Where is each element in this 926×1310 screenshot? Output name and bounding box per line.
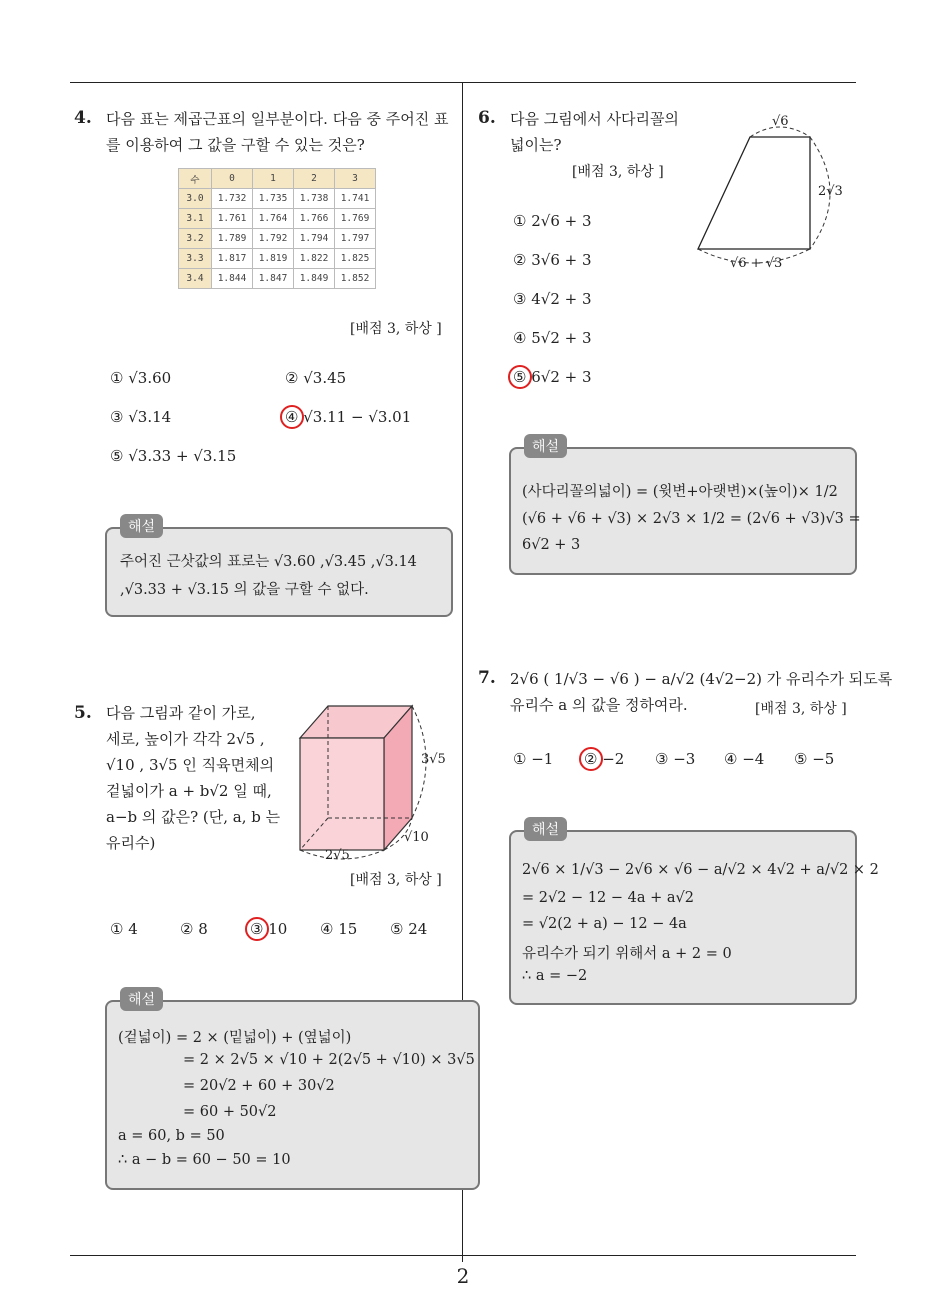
q6-points: [배점 3, 하상 ] bbox=[572, 164, 664, 180]
table-header-cell: 수 bbox=[179, 169, 212, 189]
table-cell: 1.847 bbox=[253, 269, 294, 289]
table-cell: 1.789 bbox=[212, 229, 253, 249]
table-row bbox=[179, 269, 376, 289]
q7-solution-line: ∴ a = −2 bbox=[522, 968, 588, 984]
q5-text-line: √10 , 3√5 인 직육면체의 bbox=[106, 756, 275, 774]
q4-choice-5[interactable]: ⑤ √3.33 + √3.15 bbox=[110, 447, 237, 465]
q4-solution-label: 해설 bbox=[120, 514, 163, 538]
q7-points: [배점 3, 하상 ] bbox=[755, 701, 847, 717]
q4-points: [배점 3, 하상 ] bbox=[350, 321, 442, 337]
q5-solution-line: = 60 + 50√2 bbox=[183, 1104, 277, 1120]
table-cell: 1.825 bbox=[335, 249, 376, 269]
q6-number: 6. bbox=[478, 108, 496, 128]
table-cell: 3.2 bbox=[179, 229, 212, 249]
table-cell: 1.732 bbox=[212, 189, 253, 209]
q6-answer-mark bbox=[508, 365, 532, 389]
trapezoid-height-label: 2√3 bbox=[818, 184, 843, 199]
q4-solution-line2: ,√3.33 + √3.15 의 값을 구할 수 없다. bbox=[120, 582, 369, 598]
cuboid-depth-label: √10 bbox=[404, 830, 429, 845]
table-cell: 3.1 bbox=[179, 209, 212, 229]
table-header-cell: 1 bbox=[253, 169, 294, 189]
trapezoid-top-label: √6 bbox=[772, 114, 789, 129]
table-cell: 1.792 bbox=[253, 229, 294, 249]
table-cell: 1.761 bbox=[212, 209, 253, 229]
q4-solution-line1: 주어진 근삿값의 표로는 √3.60 ,√3.45 ,√3.14 bbox=[120, 554, 417, 570]
q6-text-line2: 넓이는? bbox=[510, 136, 562, 154]
q6-solution-label: 해설 bbox=[524, 434, 567, 458]
q4-choice-4[interactable]: ④ √3.11 − √3.01 bbox=[285, 408, 412, 426]
q4-number: 4. bbox=[74, 108, 92, 128]
q7-choice-4[interactable]: ④ −4 bbox=[724, 750, 765, 768]
table-row bbox=[179, 249, 376, 269]
table-cell: 1.769 bbox=[335, 209, 376, 229]
q4-choice-2[interactable]: ② √3.45 bbox=[285, 369, 347, 387]
q5-choice-3[interactable]: ③ 10 bbox=[250, 920, 288, 938]
q5-number: 5. bbox=[74, 703, 92, 723]
table-cell: 1.764 bbox=[253, 209, 294, 229]
q6-choice-1[interactable]: ① 2√6 + 3 bbox=[513, 212, 592, 230]
q5-text-line: 다음 그림과 같이 가로, bbox=[106, 704, 256, 722]
table-cell: 1.822 bbox=[294, 249, 335, 269]
q5-solution-line: = 20√2 + 60 + 30√2 bbox=[183, 1078, 335, 1094]
table-cell: 1.849 bbox=[294, 269, 335, 289]
q7-solution-label: 해설 bbox=[524, 817, 567, 841]
table-cell: 3.0 bbox=[179, 189, 212, 209]
q6-choice-4[interactable]: ④ 5√2 + 3 bbox=[513, 329, 592, 347]
q7-number: 7. bbox=[478, 668, 496, 688]
table-cell: 1.794 bbox=[294, 229, 335, 249]
q5-answer-mark bbox=[245, 917, 269, 941]
bottom-rule bbox=[70, 1255, 856, 1256]
q5-solution-line: ∴ a − b = 60 − 50 = 10 bbox=[118, 1152, 291, 1168]
q7-text-line1: 2√6 ( 1/√3 − √6 ) − a/√2 (4√2−2) 가 유리수가 되도록 bbox=[510, 670, 893, 688]
q4-text-line1: 다음 표는 제곱근표의 일부분이다. 다음 중 주어진 표 bbox=[106, 110, 449, 128]
table-cell: 1.741 bbox=[335, 189, 376, 209]
q4-choice-1[interactable]: ① √3.60 bbox=[110, 369, 172, 387]
table-cell: 1.797 bbox=[335, 229, 376, 249]
q6-choice-2[interactable]: ② 3√6 + 3 bbox=[513, 251, 592, 269]
table-header-cell: 0 bbox=[212, 169, 253, 189]
q4-solution-box bbox=[105, 527, 453, 617]
square-root-table bbox=[178, 168, 376, 289]
q5-text bbox=[106, 700, 281, 856]
q5-solution-line: a = 60, b = 50 bbox=[118, 1128, 225, 1144]
q4-text bbox=[106, 106, 456, 158]
table-row bbox=[179, 229, 376, 249]
table-cell: 3.4 bbox=[179, 269, 212, 289]
q6-text bbox=[510, 106, 679, 158]
cuboid-figure bbox=[290, 700, 465, 868]
q5-choice-5[interactable]: ⑤ 24 bbox=[390, 920, 428, 938]
q5-text-line: 유리수) bbox=[106, 834, 156, 852]
cuboid-height-label: 3√5 bbox=[421, 752, 446, 767]
table-cell: 1.766 bbox=[294, 209, 335, 229]
q6-solution-line: (사다리꼴의넓이) = (윗변+아랫변)×(높이)× 1/2 bbox=[522, 484, 838, 500]
top-rule bbox=[70, 82, 856, 83]
q6-choice-3[interactable]: ③ 4√2 + 3 bbox=[513, 290, 592, 308]
table-cell: 3.3 bbox=[179, 249, 212, 269]
table-cell: 1.735 bbox=[253, 189, 294, 209]
q4-text-line2: 를 이용하여 그 값을 구할 수 있는 것은? bbox=[106, 136, 365, 154]
table-cell: 1.738 bbox=[294, 189, 335, 209]
q5-text-line: 세로, 높이가 각각 2√5 , bbox=[106, 730, 265, 748]
q7-choice-3[interactable]: ③ −3 bbox=[655, 750, 696, 768]
q7-choice-2[interactable]: ② −2 bbox=[584, 750, 625, 768]
q6-solution-line: (√6 + √6 + √3) × 2√3 × 1/2 = (2√6 + √3)√3 = bbox=[522, 511, 861, 527]
table-cell: 1.817 bbox=[212, 249, 253, 269]
q5-text-line: 겉넓이가 a + b√2 일 때, bbox=[106, 782, 272, 800]
table-header-cell: 2 bbox=[294, 169, 335, 189]
q4-choice-3[interactable]: ③ √3.14 bbox=[110, 408, 172, 426]
page-number: 2 bbox=[456, 1264, 470, 1288]
table-cell: 1.819 bbox=[253, 249, 294, 269]
q7-solution-line: 2√6 × 1/√3 − 2√6 × √6 − a/√2 × 4√2 + a/√2 × 2 bbox=[522, 862, 879, 878]
q7-solution-line: = 2√2 − 12 − 4a + a√2 bbox=[522, 890, 694, 906]
cuboid-width-label: 2√5 bbox=[325, 848, 350, 863]
table-header-cell: 3 bbox=[335, 169, 376, 189]
trapezoid-bottom-label: √6 + √3 bbox=[730, 256, 783, 271]
q6-solution-line: 6√2 + 3 bbox=[522, 537, 581, 553]
q7-choice-1[interactable]: ① −1 bbox=[513, 750, 554, 768]
table-row bbox=[179, 209, 376, 229]
q5-choice-1[interactable]: ① 4 bbox=[110, 920, 138, 938]
table-cell: 1.844 bbox=[212, 269, 253, 289]
q7-solution-line: 유리수가 되기 위해서 a + 2 = 0 bbox=[522, 946, 732, 962]
q5-choice-4[interactable]: ④ 15 bbox=[320, 920, 358, 938]
table-cell: 1.852 bbox=[335, 269, 376, 289]
q6-choice-5[interactable]: ⑤ 6√2 + 3 bbox=[513, 368, 592, 386]
q5-solution-label: 해설 bbox=[120, 987, 163, 1011]
q5-solution-line: (겉넓이) = 2 × (밑넓이) + (옆넓이) bbox=[118, 1030, 352, 1046]
q7-solution-line: = √2(2 + a) − 12 − 4a bbox=[522, 916, 687, 932]
q7-text-line2: 유리수 a 의 값을 정하여라. bbox=[510, 696, 688, 714]
q5-points: [배점 3, 하상 ] bbox=[350, 872, 442, 888]
q6-text-line1: 다음 그림에서 사다리꼴의 bbox=[510, 110, 679, 128]
q4-answer-mark bbox=[280, 405, 304, 429]
table-row bbox=[179, 189, 376, 209]
q5-choice-2[interactable]: ② 8 bbox=[180, 920, 208, 938]
q5-solution-line: = 2 × 2√5 × √10 + 2(2√5 + √10) × 3√5 bbox=[183, 1052, 475, 1068]
q5-text-line: a−b 의 값은? (단, a, b 는 bbox=[106, 808, 281, 826]
q7-choice-5[interactable]: ⑤ −5 bbox=[794, 750, 835, 768]
q7-answer-mark bbox=[579, 747, 603, 771]
table-header-row bbox=[179, 169, 376, 189]
